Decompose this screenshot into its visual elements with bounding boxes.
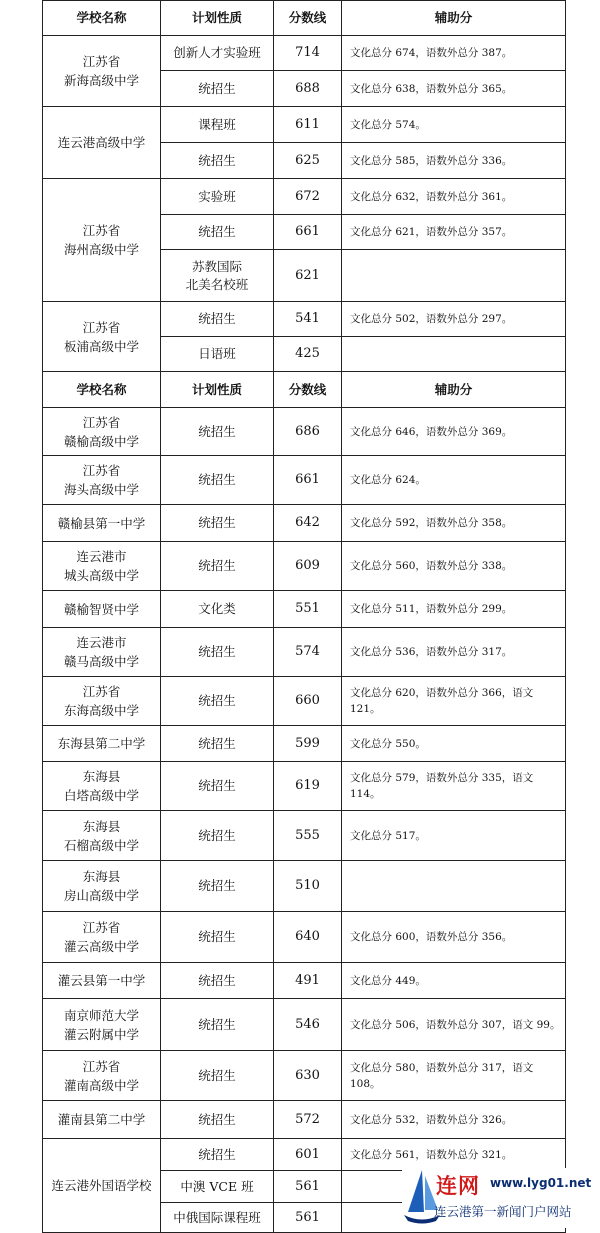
score-cell: 601 bbox=[274, 1139, 342, 1171]
aux-cell: 文化总分 511，语数外总分 299。 bbox=[342, 591, 566, 628]
school-cell: 东海县第二中学 bbox=[43, 726, 161, 762]
aux-cell: 文化总分 536，语数外总分 317。 bbox=[342, 628, 566, 677]
table-row bbox=[43, 912, 566, 963]
school-cell: 连云港市 城头高级中学 bbox=[43, 542, 161, 591]
school-cell: 江苏省 灌云高级中学 bbox=[43, 912, 161, 963]
score-cell: 425 bbox=[274, 337, 342, 372]
plan-cell: 中澳 VCE 班 bbox=[161, 1171, 274, 1203]
aux-cell bbox=[342, 337, 566, 372]
header-aux: 辅助分 bbox=[342, 1, 566, 36]
score-cell: 672 bbox=[274, 179, 342, 215]
plan-cell: 统招生 bbox=[161, 542, 274, 591]
aux-cell: 文化总分 624。 bbox=[342, 456, 566, 505]
score-cell: 625 bbox=[274, 143, 342, 179]
plan-cell: 日语班 bbox=[161, 337, 274, 372]
plan-cell: 统招生 bbox=[161, 505, 274, 542]
plan-cell: 创新人才实验班 bbox=[161, 36, 274, 71]
plan-cell: 实验班 bbox=[161, 179, 274, 215]
score-cell: 574 bbox=[274, 628, 342, 677]
plan-cell: 统招生 bbox=[161, 963, 274, 999]
plan-cell: 统招生 bbox=[161, 408, 274, 456]
aux-cell: 文化总分 561，语数外总分 321。 bbox=[342, 1139, 566, 1171]
header-school: 学校名称 bbox=[43, 1, 161, 36]
table-row bbox=[43, 505, 566, 542]
school-cell: 江苏省 板浦高级中学 bbox=[43, 302, 161, 372]
table-row bbox=[43, 677, 566, 726]
score-cell: 714 bbox=[274, 36, 342, 71]
plan-cell: 统招生 bbox=[161, 912, 274, 963]
aux-cell: 文化总分 638，语数外总分 365。 bbox=[342, 71, 566, 107]
header-score: 分数线 bbox=[274, 1, 342, 36]
score-cell: 621 bbox=[274, 250, 342, 302]
plan-cell: 统招生 bbox=[161, 861, 274, 912]
table-row bbox=[43, 811, 566, 861]
aux-cell: 文化总分 600，语数外总分 356。 bbox=[342, 912, 566, 963]
score-cell: 661 bbox=[274, 456, 342, 505]
score-cell: 686 bbox=[274, 408, 342, 456]
table-row bbox=[43, 302, 566, 337]
score-cell: 640 bbox=[274, 912, 342, 963]
aux-cell: 文化总分 506，语数外总分 307，语文 99。 bbox=[342, 999, 566, 1051]
table-row bbox=[43, 628, 566, 677]
score-cell: 561 bbox=[274, 1203, 342, 1233]
logo-url[interactable]: www.lyg01.net bbox=[490, 1176, 592, 1190]
score-cell: 491 bbox=[274, 963, 342, 999]
school-cell: 江苏省 新海高级中学 bbox=[43, 36, 161, 107]
table-row bbox=[43, 1051, 566, 1101]
school-cell: 江苏省 灌南高级中学 bbox=[43, 1051, 161, 1101]
score-cell: 642 bbox=[274, 505, 342, 542]
school-cell: 东海县 白塔高级中学 bbox=[43, 762, 161, 811]
aux-cell: 文化总分 620，语数外总分 366，语文 121。 bbox=[342, 677, 566, 726]
aux-cell: 文化总分 646，语数外总分 369。 bbox=[342, 408, 566, 456]
school-cell: 江苏省 东海高级中学 bbox=[43, 677, 161, 726]
aux-cell bbox=[342, 250, 566, 302]
aux-cell: 文化总分 592，语数外总分 358。 bbox=[342, 505, 566, 542]
school-cell: 灌云县第一中学 bbox=[43, 963, 161, 999]
header-score: 分数线 bbox=[274, 372, 342, 408]
table-row bbox=[43, 408, 566, 456]
aux-cell: 文化总分 621，语数外总分 357。 bbox=[342, 215, 566, 250]
header-plan: 计划性质 bbox=[161, 1, 274, 36]
school-cell: 赣榆县第一中学 bbox=[43, 505, 161, 542]
aux-cell: 文化总分 532，语数外总分 326。 bbox=[342, 1101, 566, 1139]
table-row bbox=[43, 1101, 566, 1139]
plan-cell: 统招生 bbox=[161, 1051, 274, 1101]
plan-cell: 统招生 bbox=[161, 762, 274, 811]
score-cell: 660 bbox=[274, 677, 342, 726]
table-row bbox=[43, 1139, 566, 1171]
plan-cell: 统招生 bbox=[161, 1101, 274, 1139]
table-row bbox=[43, 542, 566, 591]
plan-cell: 中俄国际课程班 bbox=[161, 1203, 274, 1233]
plan-cell: 文化类 bbox=[161, 591, 274, 628]
plan-cell: 统招生 bbox=[161, 628, 274, 677]
school-cell: 江苏省 海州高级中学 bbox=[43, 179, 161, 302]
table-row bbox=[43, 861, 566, 912]
score-cell: 630 bbox=[274, 1051, 342, 1101]
table-row bbox=[43, 107, 566, 143]
aux-cell: 文化总分 560，语数外总分 338。 bbox=[342, 542, 566, 591]
plan-cell: 统招生 bbox=[161, 143, 274, 179]
score-cell: 688 bbox=[274, 71, 342, 107]
table-row bbox=[43, 36, 566, 71]
plan-cell: 统招生 bbox=[161, 999, 274, 1051]
school-cell: 赣榆智贤中学 bbox=[43, 591, 161, 628]
logo-brand: 连网 bbox=[436, 1174, 480, 1198]
table-row bbox=[43, 762, 566, 811]
score-table bbox=[42, 0, 566, 1233]
score-cell: 551 bbox=[274, 591, 342, 628]
score-cell: 561 bbox=[274, 1171, 342, 1203]
school-cell: 南京师范大学 灌云附属中学 bbox=[43, 999, 161, 1051]
score-cell: 599 bbox=[274, 726, 342, 762]
table-row bbox=[43, 591, 566, 628]
school-cell: 连云港高级中学 bbox=[43, 107, 161, 179]
table-row bbox=[43, 456, 566, 505]
aux-cell: 文化总分 517。 bbox=[342, 811, 566, 861]
aux-cell: 文化总分 550。 bbox=[342, 726, 566, 762]
score-cell: 611 bbox=[274, 107, 342, 143]
aux-cell: 文化总分 579，语数外总分 335，语文 114。 bbox=[342, 762, 566, 811]
site-logo[interactable] bbox=[402, 1168, 598, 1228]
score-cell: 572 bbox=[274, 1101, 342, 1139]
aux-cell: 文化总分 580，语数外总分 317，语文 108。 bbox=[342, 1051, 566, 1101]
header-plan: 计划性质 bbox=[161, 372, 274, 408]
table-row bbox=[43, 963, 566, 999]
school-cell: 江苏省 海头高级中学 bbox=[43, 456, 161, 505]
plan-cell: 统招生 bbox=[161, 1139, 274, 1171]
score-cell: 541 bbox=[274, 302, 342, 337]
header-aux: 辅助分 bbox=[342, 372, 566, 408]
score-cell: 546 bbox=[274, 999, 342, 1051]
plan-cell: 统招生 bbox=[161, 811, 274, 861]
plan-cell: 统招生 bbox=[161, 71, 274, 107]
school-cell: 灌南县第二中学 bbox=[43, 1101, 161, 1139]
school-cell: 东海县 房山高级中学 bbox=[43, 861, 161, 912]
plan-cell: 苏教国际 北美名校班 bbox=[161, 250, 274, 302]
score-cell: 555 bbox=[274, 811, 342, 861]
score-table-sheet bbox=[42, 0, 565, 1233]
score-cell: 661 bbox=[274, 215, 342, 250]
plan-cell: 统招生 bbox=[161, 677, 274, 726]
school-cell: 东海县 石榴高级中学 bbox=[43, 811, 161, 861]
aux-cell: 文化总分 632，语数外总分 361。 bbox=[342, 179, 566, 215]
aux-cell: 文化总分 502，语数外总分 297。 bbox=[342, 302, 566, 337]
plan-cell: 统招生 bbox=[161, 302, 274, 337]
logo-tagline: 连云港第一新闻门户网站 bbox=[434, 1204, 572, 1219]
aux-cell: 文化总分 574。 bbox=[342, 107, 566, 143]
score-cell: 609 bbox=[274, 542, 342, 591]
header-school: 学校名称 bbox=[43, 372, 161, 408]
table-row bbox=[43, 726, 566, 762]
aux-cell bbox=[342, 861, 566, 912]
school-cell: 连云港市 赣马高级中学 bbox=[43, 628, 161, 677]
plan-cell: 统招生 bbox=[161, 215, 274, 250]
aux-cell: 文化总分 449。 bbox=[342, 963, 566, 999]
school-cell: 连云港外国语学校 bbox=[43, 1139, 161, 1233]
aux-cell: 文化总分 585，语数外总分 336。 bbox=[342, 143, 566, 179]
header-row bbox=[43, 1, 566, 36]
score-cell: 510 bbox=[274, 861, 342, 912]
score-cell: 619 bbox=[274, 762, 342, 811]
header-row bbox=[43, 372, 566, 408]
table-row bbox=[43, 999, 566, 1051]
plan-cell: 统招生 bbox=[161, 726, 274, 762]
school-cell: 江苏省 赣榆高级中学 bbox=[43, 408, 161, 456]
table-row bbox=[43, 179, 566, 215]
plan-cell: 课程班 bbox=[161, 107, 274, 143]
aux-cell: 文化总分 674，语数外总分 387。 bbox=[342, 36, 566, 71]
plan-cell: 统招生 bbox=[161, 456, 274, 505]
